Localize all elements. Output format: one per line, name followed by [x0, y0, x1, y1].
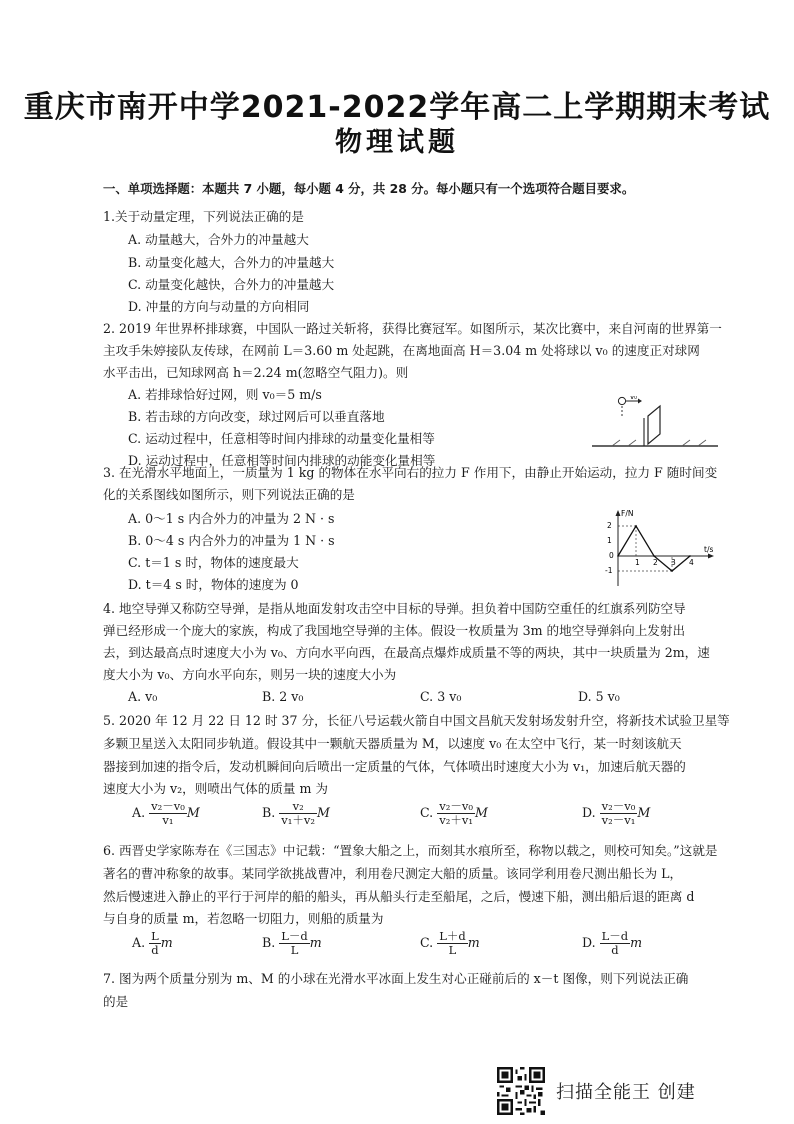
q4-line4: 度大小为 v₀、方向水平向东，则另一块的速度大小为: [103, 667, 397, 682]
section-heading: 一、单项选择题：本题共 7 小题，每小题 4 分，共 28 分。每小题只有一个选项符合题目要求。: [103, 181, 635, 196]
q6-line3: 然后慢速进入静止的平行于河岸的船的船头，再从船头行走至船尾，之后，慢速下船，测出船后退的距离 d: [103, 889, 695, 904]
q2-option-a: A. 若排球恰好过网，则 v₀＝5 m/s: [128, 387, 322, 402]
q4-line1: 4. 地空导弹又称防空导弹，是指从地面发射攻击空中目标的导弹。担负着中国防空重任的红旗系列防空导: [103, 601, 686, 616]
y-tick-2: 2: [607, 521, 612, 530]
x-axis-arrow: [708, 554, 714, 559]
scanner-watermark: 扫描全能王 创建: [556, 1082, 696, 1103]
q4-option-a: A. v₀: [128, 689, 158, 704]
q1-option-d: D. 冲量的方向与动量的方向相同: [128, 299, 310, 314]
v0-label: v₀: [630, 396, 637, 401]
q2-option-c: C. 运动过程中，任意相等时间内排球的动量变化量相等: [128, 431, 435, 446]
q5-option-b: B. $\frac{\text{v₂}}{\text{v₁＋v₂}}$ M: [262, 799, 330, 827]
q6-line1: 6. 西晋史学家陈寿在《三国志》中记载：“置象大船之上，而刻其水痕所至，称物以载之，则校可知矣。”这就是: [103, 843, 718, 858]
q3-option-d: D. t＝4 s 时，物体的速度为 0: [128, 577, 299, 592]
y-axis-arrow: [616, 510, 621, 516]
q4-line3: 去，到达最高点时速度大小为 v₀、方向水平向西，在最高点爆炸成质量不等的两块，其中一块质量为 2m，速: [103, 645, 710, 660]
q6-line2: 著名的曹冲称象的故事。某同学欲挑战曹冲，利用卷尺测定大船的质量。该同学利用卷尺测出船长为 L，: [103, 866, 683, 881]
q2-option-d: D. 运动过程中，任意相等时间内排球的动能变化量相等: [128, 453, 436, 468]
q1-option-b: B. 动量变化越大，合外力的冲量越大: [128, 255, 335, 270]
q7-line2: 的是: [103, 994, 129, 1009]
q7-line1: 7. 图为两个质量分别为 m、M 的小球在光滑水平冰面上发生对心正碰前后的 x－t 图像，则下列说法正确: [103, 971, 689, 986]
q4-line2: 弹已经形成一个庞大的家族，构成了我国地空导弹的主体。假设一枚质量为 3m 的地空导弹斜向上发射出: [103, 623, 686, 638]
x-axis-label: t/s: [704, 545, 714, 554]
q2-line3: 水平击出，已知球网高 h＝2.24 m(忽略空气阻力)。则: [103, 365, 409, 380]
q5-option-a: A. $\frac{\text{v₂－v₀}}{\text{v₁}}$ M: [132, 799, 200, 827]
q4-option-b: B. 2 v₀: [262, 689, 304, 704]
q6-option-c: C. $\frac{L+d}{L}$ m: [420, 929, 480, 957]
q3-line2: 化的关系图线如图所示，则下列说法正确的是: [103, 487, 355, 502]
qr-code-icon: [497, 1067, 545, 1115]
force-time-graph: [604, 508, 718, 590]
q5-line1: 5. 2020 年 12 月 22 日 12 时 37 分，长征八号运载火箭自中国文昌航天发射场发射升空，将新技术试验卫星等: [103, 713, 730, 728]
q5-line2: 多颗卫星送入太阳同步轨道。假设其中一颗航天器质量为 M，以速度 v₀ 在太空中飞行，某一时刻该航天: [103, 736, 682, 751]
volleyball-figure: [592, 396, 720, 452]
y-tick-neg1: -1: [605, 566, 613, 575]
q2-line2: 主攻手朱婷接队友传球，在网前 L＝3.60 m 处起跳，在离地面高 H＝3.04 m 处将球以 v₀ 的速度正对球网: [103, 343, 700, 358]
q3-line1: 3. 在光滑水平地面上，一质量为 1 kg 的物体在水平向右的拉力 F 作用下，由静止开始运动，拉力 F 随时间变: [103, 465, 718, 480]
y-tick-1: 1: [607, 536, 612, 545]
q1-option-c: C. 动量变化越快，合外力的冲量越大: [128, 277, 335, 292]
q4-option-d: D. 5 v₀: [578, 689, 620, 704]
q5-line3: 器接到加速的指令后，发动机瞬间向后喷出一定质量的气体，气体喷出时速度大小为 v₁，加速后航天器的: [103, 759, 686, 774]
q6-line4: 与自身的质量 m，若忽略一切阻力，则船的质量为: [103, 911, 384, 926]
q6-option-b: B. $\frac{L-d}{L}$ m: [262, 929, 322, 957]
y-tick-0: 0: [609, 551, 614, 560]
net: [648, 406, 660, 444]
q5-line4: 速度大小为 v₂，则喷出气体的质量 m 为: [103, 781, 329, 796]
q5-option-c: C. $\frac{\text{v₂－v₀}}{\text{v₂＋v₁}}$ M: [420, 799, 488, 827]
q2-line1: 2. 2019 年世界杯排球赛，中国队一路过关斩将，获得比赛冠军。如图所示，某次比赛中，来自河南的世界第一: [103, 321, 722, 336]
q5-option-d: D. $\frac{\text{v₂－v₀}}{\text{v₂－v₁}}$ M: [582, 799, 651, 827]
q6-option-d: D. $\frac{L-d}{d}$ m: [582, 929, 643, 957]
q4-option-c: C. 3 v₀: [420, 689, 462, 704]
q1-stem: 1.关于动量定理，下列说法正确的是: [103, 209, 304, 224]
page-subtitle: 物理试题: [335, 127, 459, 158]
q3-option-a: A. 0～1 s 内合外力的冲量为 2 N · s: [128, 511, 335, 526]
ball: [618, 397, 625, 404]
q6-option-a: A. $\frac{L}{d}$ m: [132, 929, 173, 957]
q1-option-a: A. 动量越大，合外力的冲量越大: [128, 232, 309, 247]
q3-option-c: C. t＝1 s 时，物体的速度最大: [128, 555, 299, 570]
x-tick-4: 4: [689, 558, 694, 567]
page-title: 重庆市南开中学2021-2022学年高二上学期期末考试: [23, 90, 771, 125]
y-axis-label: F/N: [621, 509, 634, 518]
x-tick-2: 2: [653, 558, 658, 567]
x-tick-1: 1: [635, 558, 640, 567]
q3-option-b: B. 0～4 s 内合外力的冲量为 1 N · s: [128, 533, 335, 548]
q2-option-b: B. 若击球的方向改变，球过网后可以垂直落地: [128, 409, 385, 424]
x-tick-3: 3: [671, 558, 676, 567]
